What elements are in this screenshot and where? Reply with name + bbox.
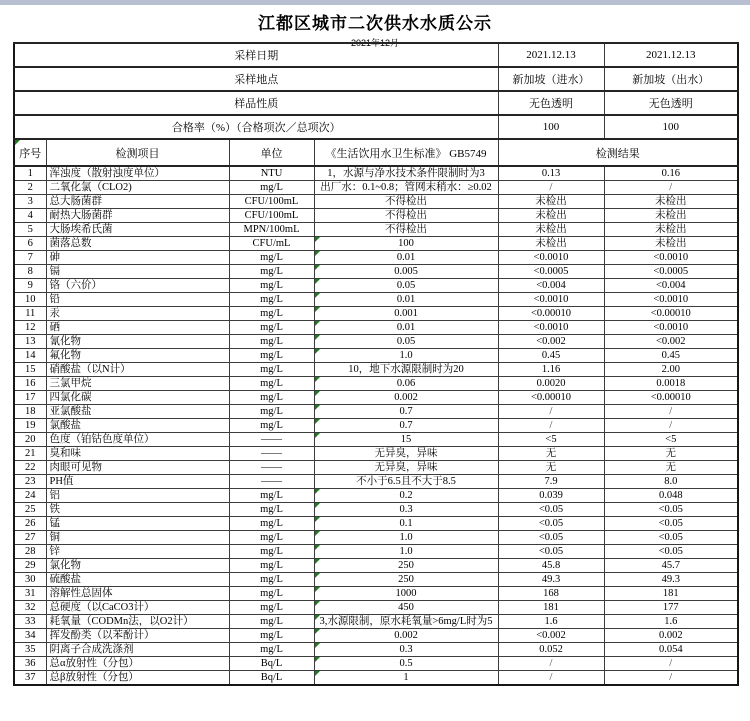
cell-standard: 1.0 bbox=[314, 349, 498, 363]
table-row bbox=[14, 517, 738, 531]
cell-inlet-result: <0.05 bbox=[498, 545, 604, 559]
cell-item: 挥发酚类（以苯酚计） bbox=[46, 629, 229, 643]
info-outlet-value: 100 bbox=[604, 115, 738, 139]
table-row bbox=[14, 209, 738, 223]
cell-item: 二氧化氯（CLO2) bbox=[46, 181, 229, 195]
cell-outlet-result: 未检出 bbox=[604, 195, 738, 209]
cell-item: 氰化物 bbox=[46, 335, 229, 349]
cell-seq: 33 bbox=[14, 615, 46, 629]
cell-unit: —— bbox=[229, 475, 314, 489]
table-row bbox=[14, 671, 738, 686]
cell-seq: 3 bbox=[14, 195, 46, 209]
cell-item: 锌 bbox=[46, 545, 229, 559]
cell-item: 硫酸盐 bbox=[46, 573, 229, 587]
cell-standard: 0.3 bbox=[314, 503, 498, 517]
cell-item: 铁 bbox=[46, 503, 229, 517]
table-row bbox=[14, 573, 738, 587]
table-row bbox=[14, 181, 738, 195]
cell-seq: 20 bbox=[14, 433, 46, 447]
table-row bbox=[14, 503, 738, 517]
table-row bbox=[14, 293, 738, 307]
cell-seq: 37 bbox=[14, 671, 46, 686]
table-row bbox=[14, 349, 738, 363]
cell-outlet-result: 0.048 bbox=[604, 489, 738, 503]
cell-item: 铝 bbox=[46, 489, 229, 503]
cell-standard: 0.2 bbox=[314, 489, 498, 503]
cell-outlet-result: 0.45 bbox=[604, 349, 738, 363]
table-row bbox=[14, 251, 738, 265]
cell-seq: 35 bbox=[14, 643, 46, 657]
cell-standard: 0.001 bbox=[314, 307, 498, 321]
table-row bbox=[14, 559, 738, 573]
cell-inlet-result: 0.052 bbox=[498, 643, 604, 657]
cell-seq: 16 bbox=[14, 377, 46, 391]
cell-outlet-result: / bbox=[604, 419, 738, 433]
cell-seq: 12 bbox=[14, 321, 46, 335]
cell-standard: 1.0 bbox=[314, 531, 498, 545]
cell-unit: Bq/L bbox=[229, 657, 314, 671]
cell-item: 总α放射性（分包） bbox=[46, 657, 229, 671]
cell-unit: mg/L bbox=[229, 349, 314, 363]
info-row bbox=[14, 115, 738, 139]
cell-inlet-result: <0.002 bbox=[498, 335, 604, 349]
table-row bbox=[14, 377, 738, 391]
cell-standard: 0.002 bbox=[314, 629, 498, 643]
col-header-seq: 序号 bbox=[14, 139, 46, 166]
info-outlet-value: 新加坡（出水） bbox=[604, 67, 738, 91]
cell-inlet-result: 0.039 bbox=[498, 489, 604, 503]
cell-outlet-result: 45.7 bbox=[604, 559, 738, 573]
cell-inlet-result: <0.0005 bbox=[498, 265, 604, 279]
table-row bbox=[14, 657, 738, 671]
cell-unit: Bq/L bbox=[229, 671, 314, 686]
cell-item: 耐热大肠菌群 bbox=[46, 209, 229, 223]
table-row bbox=[14, 629, 738, 643]
cell-item: 三氯甲烷 bbox=[46, 377, 229, 391]
cell-unit: mg/L bbox=[229, 335, 314, 349]
cell-seq: 15 bbox=[14, 363, 46, 377]
cell-standard: 250 bbox=[314, 559, 498, 573]
table-row bbox=[14, 587, 738, 601]
cell-unit: —— bbox=[229, 461, 314, 475]
cell-item: 总大肠菌群 bbox=[46, 195, 229, 209]
cell-outlet-result: <0.004 bbox=[604, 279, 738, 293]
cell-outlet-result: / bbox=[604, 405, 738, 419]
cell-inlet-result: <0.002 bbox=[498, 629, 604, 643]
cell-seq: 9 bbox=[14, 279, 46, 293]
table-row bbox=[14, 166, 738, 181]
info-inlet-value: 100 bbox=[498, 115, 604, 139]
cell-standard: 0.06 bbox=[314, 377, 498, 391]
cell-standard: 0.002 bbox=[314, 391, 498, 405]
cell-unit: mg/L bbox=[229, 489, 314, 503]
cell-seq: 32 bbox=[14, 601, 46, 615]
cell-unit: —— bbox=[229, 447, 314, 461]
info-row-label: 采样地点 bbox=[14, 67, 498, 91]
cell-standard: 0.01 bbox=[314, 321, 498, 335]
cell-item: 浑浊度（散射浊度单位） bbox=[46, 166, 229, 181]
cell-seq: 5 bbox=[14, 223, 46, 237]
cell-standard: 15 bbox=[314, 433, 498, 447]
cell-outlet-result: / bbox=[604, 181, 738, 195]
cell-seq: 26 bbox=[14, 517, 46, 531]
table-row bbox=[14, 643, 738, 657]
cell-item: 氟化物 bbox=[46, 349, 229, 363]
cell-standard: 1 bbox=[314, 671, 498, 686]
info-inlet-value: 无色透明 bbox=[498, 91, 604, 115]
table-row bbox=[14, 237, 738, 251]
page-title: 江都区城市二次供水水质公示 bbox=[258, 14, 492, 33]
cell-seq: 4 bbox=[14, 209, 46, 223]
cell-standard: 0.7 bbox=[314, 419, 498, 433]
cell-outlet-result: <0.05 bbox=[604, 545, 738, 559]
sample-info-section bbox=[14, 43, 738, 139]
cell-unit: —— bbox=[229, 433, 314, 447]
cell-standard: 0.05 bbox=[314, 335, 498, 349]
info-inlet-value: 新加坡（进水） bbox=[498, 67, 604, 91]
table-row bbox=[14, 223, 738, 237]
cell-inlet-result: / bbox=[498, 405, 604, 419]
table-row bbox=[14, 321, 738, 335]
cell-standard: 无异臭，异味 bbox=[314, 447, 498, 461]
cell-standard: 0.005 bbox=[314, 265, 498, 279]
cell-outlet-result: <0.05 bbox=[604, 531, 738, 545]
cell-outlet-result: <0.00010 bbox=[604, 307, 738, 321]
cell-inlet-result: 49.3 bbox=[498, 573, 604, 587]
cell-unit: mg/L bbox=[229, 181, 314, 195]
cell-inlet-result: 无 bbox=[498, 461, 604, 475]
cell-outlet-result: 0.16 bbox=[604, 166, 738, 181]
cell-standard: 0.1 bbox=[314, 517, 498, 531]
cell-item: 镉 bbox=[46, 265, 229, 279]
window-top-edge bbox=[0, 0, 750, 5]
cell-standard: 0.05 bbox=[314, 279, 498, 293]
table-row bbox=[14, 307, 738, 321]
cell-standard: 不得检出 bbox=[314, 209, 498, 223]
table-row bbox=[14, 335, 738, 349]
cell-standard: 3,水源限制，原水耗氧量>6mg/L时为5 bbox=[314, 615, 498, 629]
cell-inlet-result: 无 bbox=[498, 447, 604, 461]
cell-inlet-result: <0.0010 bbox=[498, 251, 604, 265]
table-row bbox=[14, 391, 738, 405]
cell-standard: 100 bbox=[314, 237, 498, 251]
cell-seq: 18 bbox=[14, 405, 46, 419]
cell-seq: 21 bbox=[14, 447, 46, 461]
cell-inlet-result: 45.8 bbox=[498, 559, 604, 573]
cell-outlet-result: <0.002 bbox=[604, 335, 738, 349]
cell-outlet-result: 未检出 bbox=[604, 237, 738, 251]
cell-seq: 22 bbox=[14, 461, 46, 475]
cell-unit: mg/L bbox=[229, 419, 314, 433]
cell-outlet-result: <5 bbox=[604, 433, 738, 447]
cell-unit: NTU bbox=[229, 166, 314, 181]
col-header-item: 检测项目 bbox=[46, 139, 229, 166]
cell-item: 阴离子合成洗涤剂 bbox=[46, 643, 229, 657]
cell-seq: 31 bbox=[14, 587, 46, 601]
cell-inlet-result: <0.05 bbox=[498, 517, 604, 531]
cell-outlet-result: 无 bbox=[604, 447, 738, 461]
cell-item: 硒 bbox=[46, 321, 229, 335]
cell-unit: mg/L bbox=[229, 531, 314, 545]
cell-inlet-result: <0.0010 bbox=[498, 293, 604, 307]
table-row bbox=[14, 461, 738, 475]
cell-item: 总硬度（以CaCO3计） bbox=[46, 601, 229, 615]
cell-item: PH值 bbox=[46, 475, 229, 489]
cell-outlet-result: <0.0010 bbox=[604, 251, 738, 265]
cell-outlet-result: 181 bbox=[604, 587, 738, 601]
cell-unit: mg/L bbox=[229, 377, 314, 391]
cell-outlet-result: 1.6 bbox=[604, 615, 738, 629]
column-header-row bbox=[14, 139, 738, 166]
table-row bbox=[14, 279, 738, 293]
col-header-result: 检测结果 bbox=[498, 139, 738, 166]
cell-inlet-result: 181 bbox=[498, 601, 604, 615]
cell-item: 肉眼可见物 bbox=[46, 461, 229, 475]
cell-inlet-result: <0.004 bbox=[498, 279, 604, 293]
cell-item: 铅 bbox=[46, 293, 229, 307]
cell-item: 锰 bbox=[46, 517, 229, 531]
cell-unit: mg/L bbox=[229, 293, 314, 307]
cell-outlet-result: 177 bbox=[604, 601, 738, 615]
table-row bbox=[14, 447, 738, 461]
cell-inlet-result: 1.16 bbox=[498, 363, 604, 377]
cell-item: 氯酸盐 bbox=[46, 419, 229, 433]
cell-inlet-result: 0.0020 bbox=[498, 377, 604, 391]
table-row bbox=[14, 545, 738, 559]
cell-inlet-result: 7.9 bbox=[498, 475, 604, 489]
info-row-label: 采样日期 bbox=[14, 43, 498, 67]
cell-outlet-result: 0.054 bbox=[604, 643, 738, 657]
cell-seq: 7 bbox=[14, 251, 46, 265]
cell-inlet-result: 未检出 bbox=[498, 223, 604, 237]
table-row bbox=[14, 363, 738, 377]
info-outlet-value: 无色透明 bbox=[604, 91, 738, 115]
cell-seq: 29 bbox=[14, 559, 46, 573]
cell-unit: mg/L bbox=[229, 587, 314, 601]
cell-standard: 1，水源与净水技术条件限制时为3 bbox=[314, 166, 498, 181]
info-outlet-value: 2021.12.13 bbox=[604, 43, 738, 67]
cell-seq: 24 bbox=[14, 489, 46, 503]
cell-standard: 450 bbox=[314, 601, 498, 615]
info-row-label: 样品性质 bbox=[14, 91, 498, 115]
cell-item: 大肠埃希氏菌 bbox=[46, 223, 229, 237]
cell-unit: mg/L bbox=[229, 517, 314, 531]
cell-outlet-result: 49.3 bbox=[604, 573, 738, 587]
cell-standard: 不得检出 bbox=[314, 223, 498, 237]
table-row bbox=[14, 615, 738, 629]
cell-outlet-result: / bbox=[604, 671, 738, 686]
cell-unit: mg/L bbox=[229, 265, 314, 279]
cell-unit: mg/L bbox=[229, 559, 314, 573]
cell-outlet-result: 8.0 bbox=[604, 475, 738, 489]
column-header-section bbox=[14, 139, 738, 166]
cell-outlet-result: 2.00 bbox=[604, 363, 738, 377]
data-rows-section bbox=[14, 166, 738, 685]
water-quality-table bbox=[13, 42, 739, 686]
cell-item: 菌落总数 bbox=[46, 237, 229, 251]
cell-item: 汞 bbox=[46, 307, 229, 321]
cell-inlet-result: 1.6 bbox=[498, 615, 604, 629]
cell-item: 硝酸盐（以N计） bbox=[46, 363, 229, 377]
cell-seq: 2 bbox=[14, 181, 46, 195]
cell-standard: 1.0 bbox=[314, 545, 498, 559]
cell-outlet-result: <0.0005 bbox=[604, 265, 738, 279]
cell-unit: mg/L bbox=[229, 601, 314, 615]
cell-item: 铬（六价） bbox=[46, 279, 229, 293]
cell-seq: 13 bbox=[14, 335, 46, 349]
cell-unit: mg/L bbox=[229, 573, 314, 587]
cell-standard: 0.01 bbox=[314, 251, 498, 265]
cell-inlet-result: 0.45 bbox=[498, 349, 604, 363]
table-row bbox=[14, 433, 738, 447]
cell-unit: mg/L bbox=[229, 503, 314, 517]
cell-unit: mg/L bbox=[229, 307, 314, 321]
cell-seq: 25 bbox=[14, 503, 46, 517]
cell-item: 色度（铂钴色度单位） bbox=[46, 433, 229, 447]
cell-unit: mg/L bbox=[229, 643, 314, 657]
table-row bbox=[14, 601, 738, 615]
table-row bbox=[14, 489, 738, 503]
cell-outlet-result: 0.002 bbox=[604, 629, 738, 643]
cell-unit: mg/L bbox=[229, 545, 314, 559]
cell-unit: mg/L bbox=[229, 615, 314, 629]
cell-standard: 250 bbox=[314, 573, 498, 587]
cell-standard: 出厂水：0.1~0.8；管网末稍水：≥0.02 bbox=[314, 181, 498, 195]
cell-seq: 30 bbox=[14, 573, 46, 587]
cell-item: 耗氧量（CODMn法，以O2计） bbox=[46, 615, 229, 629]
cell-unit: CFU/100mL bbox=[229, 195, 314, 209]
cell-inlet-result: <5 bbox=[498, 433, 604, 447]
cell-inlet-result: 未检出 bbox=[498, 237, 604, 251]
table-row bbox=[14, 419, 738, 433]
cell-outlet-result: <0.05 bbox=[604, 517, 738, 531]
cell-unit: mg/L bbox=[229, 363, 314, 377]
cell-item: 氯化物 bbox=[46, 559, 229, 573]
cell-unit: mg/L bbox=[229, 391, 314, 405]
cell-seq: 19 bbox=[14, 419, 46, 433]
cell-standard: 0.3 bbox=[314, 643, 498, 657]
cell-seq: 1 bbox=[14, 166, 46, 181]
cell-seq: 8 bbox=[14, 265, 46, 279]
col-header-standard: 《生活饮用水卫生标准》 GB5749 bbox=[314, 139, 498, 166]
cell-seq: 11 bbox=[14, 307, 46, 321]
cell-outlet-result: 无 bbox=[604, 461, 738, 475]
cell-standard: 0.5 bbox=[314, 657, 498, 671]
cell-standard: 不小于6.5且不大于8.5 bbox=[314, 475, 498, 489]
info-row bbox=[14, 91, 738, 115]
cell-inlet-result: 未检出 bbox=[498, 195, 604, 209]
cell-seq: 6 bbox=[14, 237, 46, 251]
cell-outlet-result: <0.05 bbox=[604, 503, 738, 517]
cell-inlet-result: / bbox=[498, 671, 604, 686]
cell-seq: 23 bbox=[14, 475, 46, 489]
cell-outlet-result: <0.00010 bbox=[604, 391, 738, 405]
cell-seq: 14 bbox=[14, 349, 46, 363]
cell-seq: 10 bbox=[14, 293, 46, 307]
cell-standard: 10，地下水源限制时为20 bbox=[314, 363, 498, 377]
cell-standard: 无异臭，异味 bbox=[314, 461, 498, 475]
cell-outlet-result: <0.0010 bbox=[604, 293, 738, 307]
cell-outlet-result: / bbox=[604, 657, 738, 671]
info-row bbox=[14, 67, 738, 91]
table-row bbox=[14, 195, 738, 209]
cell-inlet-result: <0.0010 bbox=[498, 321, 604, 335]
cell-seq: 36 bbox=[14, 657, 46, 671]
cell-item: 砷 bbox=[46, 251, 229, 265]
cell-item: 四氯化碳 bbox=[46, 391, 229, 405]
col-header-unit: 单位 bbox=[229, 139, 314, 166]
cell-unit: mg/L bbox=[229, 279, 314, 293]
cell-unit: mg/L bbox=[229, 629, 314, 643]
cell-inlet-result: <0.05 bbox=[498, 531, 604, 545]
table-row bbox=[14, 531, 738, 545]
info-row bbox=[14, 43, 738, 67]
info-row-label: 合格率（%）（合格项次／总项次） bbox=[14, 115, 498, 139]
cell-standard: 0.01 bbox=[314, 293, 498, 307]
table-row bbox=[14, 475, 738, 489]
table-row bbox=[14, 265, 738, 279]
cell-seq: 27 bbox=[14, 531, 46, 545]
cell-item: 溶解性总固体 bbox=[46, 587, 229, 601]
cell-unit: CFU/100mL bbox=[229, 209, 314, 223]
cell-inlet-result: <0.00010 bbox=[498, 307, 604, 321]
cell-inlet-result: 未检出 bbox=[498, 209, 604, 223]
table-row bbox=[14, 405, 738, 419]
page-subtitle: 2021年12月 bbox=[350, 38, 400, 48]
cell-inlet-result: / bbox=[498, 419, 604, 433]
cell-unit: mg/L bbox=[229, 405, 314, 419]
cell-inlet-result: 168 bbox=[498, 587, 604, 601]
cell-inlet-result: / bbox=[498, 657, 604, 671]
cell-item: 臭和味 bbox=[46, 447, 229, 461]
cell-seq: 28 bbox=[14, 545, 46, 559]
cell-standard: 1000 bbox=[314, 587, 498, 601]
cell-standard: 0.7 bbox=[314, 405, 498, 419]
cell-unit: mg/L bbox=[229, 251, 314, 265]
cell-outlet-result: 未检出 bbox=[604, 209, 738, 223]
cell-unit: mg/L bbox=[229, 321, 314, 335]
cell-unit: CFU/mL bbox=[229, 237, 314, 251]
cell-unit: MPN/100mL bbox=[229, 223, 314, 237]
cell-standard: 不得检出 bbox=[314, 195, 498, 209]
cell-item: 铜 bbox=[46, 531, 229, 545]
cell-inlet-result: / bbox=[498, 181, 604, 195]
info-inlet-value: 2021.12.13 bbox=[498, 43, 604, 67]
cell-item: 亚氯酸盐 bbox=[46, 405, 229, 419]
cell-outlet-result: 未检出 bbox=[604, 223, 738, 237]
cell-seq: 17 bbox=[14, 391, 46, 405]
cell-inlet-result: <0.05 bbox=[498, 503, 604, 517]
cell-outlet-result: <0.0010 bbox=[604, 321, 738, 335]
cell-inlet-result: 0.13 bbox=[498, 166, 604, 181]
cell-outlet-result: 0.0018 bbox=[604, 377, 738, 391]
cell-inlet-result: <0.00010 bbox=[498, 391, 604, 405]
cell-seq: 34 bbox=[14, 629, 46, 643]
cell-item: 总β放射性（分包） bbox=[46, 671, 229, 686]
